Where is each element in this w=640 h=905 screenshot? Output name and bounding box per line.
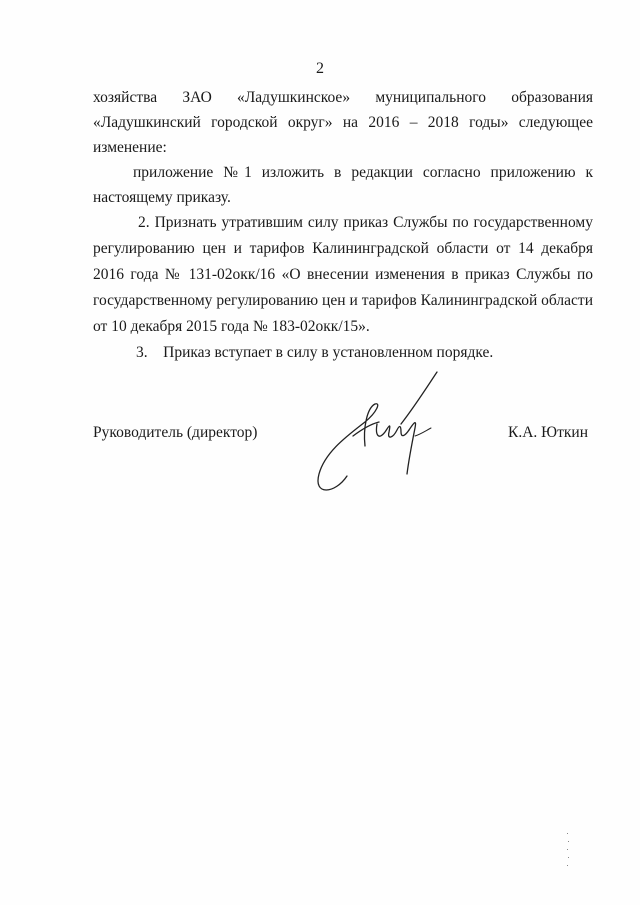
paragraph-3-line-4: государственному регулированию цен и тарифов Калининградской области [93,292,593,309]
paragraph-1-line-3: изменение: [93,139,167,156]
paragraph-3-line-3: 2016 года № 131-02окк/16 «О внесении изменения в приказ Службы по [93,266,593,283]
handwritten-signature [305,366,455,506]
paragraph-2-line-1: приложение №1 изложить в редакции согласно приложению к [133,164,593,181]
paragraph-1-line-1: хозяйства ЗАО «Ладушкинское» муниципального образования [93,89,593,106]
paragraph-3-line-5: от 10 декабря 2015 года № 183-02окк/15». [93,318,370,335]
signatory-position: Руководитель (директор) [93,424,258,441]
paragraph-2-line-2: настоящему приказу. [93,189,231,206]
page-number: 2 [316,60,324,77]
paragraph-1-line-2: «Ладушкинский городской округ» на 2016 – 2018 годы» следующее [93,114,593,131]
scan-artifact [566,833,570,873]
signatory-name: К.А. Юткин [508,424,588,441]
paragraph-3-line-1: 2. Признать утратившим силу приказ Службы по государственному [138,214,593,231]
paragraph-3-line-2: регулированию цен и тарифов Калининградской области от 14 декабря [93,240,593,257]
paragraph-4-line-1: 3. Приказ вступает в силу в установленном порядке. [136,344,494,361]
